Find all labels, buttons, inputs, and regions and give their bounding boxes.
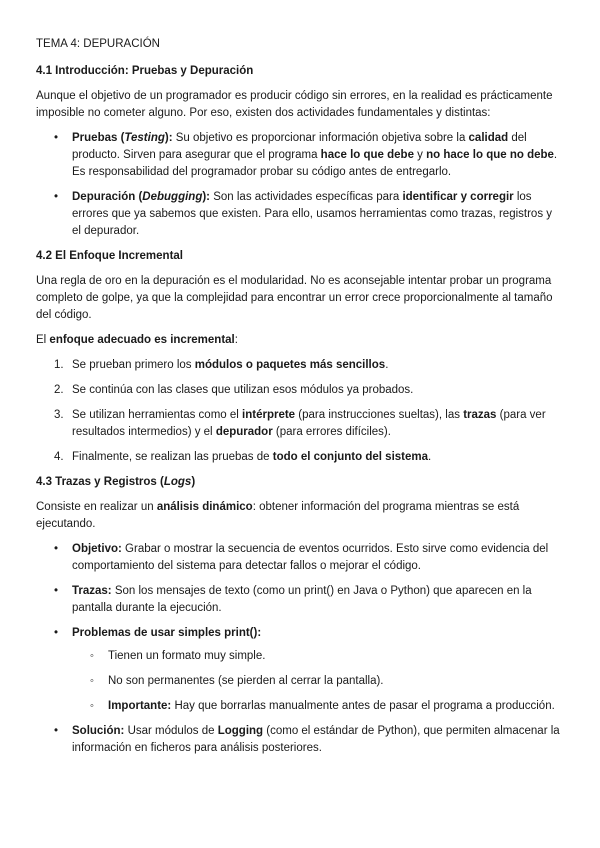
list-item-objetivo: • Objetivo: Grabar o mostrar la secuencia de eventos ocurridos. Esto sirve como evidencia del comportamiento del sistema para detectar fallos o mejorar el código. xyxy=(36,541,564,575)
incremental-paragraph: El enfoque adecuado es incremental: xyxy=(36,334,238,346)
list-item-step-4: 4. Finalmente, se realizan las pruebas de todo el conjunto del sistema. xyxy=(54,451,432,463)
list-item-problemas: • Problemas de usar simples print(): ◦ Tienen un formato muy simple. ◦ No son permanentes (se pierden al cerrar la pantalla). ◦ Importante: Hay que borrarlas manualmente antes de pasar el programa a producción. xyxy=(36,625,564,715)
document-page xyxy=(36,36,564,765)
list-item-depuracion: • Depuración (Debugging): Son las actividades específicas para identificar y corregir los errores que ya sabemos que existen. Para ello, usamos herramientas como trazas, registros y el depurador. xyxy=(36,189,564,240)
section-heading-4-3: 4.3 Trazas y Registros (Logs) xyxy=(36,476,196,488)
logs-list xyxy=(36,541,564,757)
activities-list xyxy=(36,130,564,240)
list-item-trazas: • Trazas: Son los mensajes de texto (como un print() en Java o Python) que aparecen en la pantalla durante la ejecución. xyxy=(36,583,564,617)
document-title: TEMA 4: DEPURACIÓN xyxy=(36,38,160,50)
dynamic-analysis-paragraph: Consiste en realizar un análisis dinámico: obtener información del programa mientras se está ejecutando. xyxy=(36,501,520,530)
modularity-paragraph: Una regla de oro en la depuración es el modularidad. No es aconsejable intentar probar un programa completo de golpe, ya que la complejidad para encontrar un error crece proporcionalmente al tamaño del código. xyxy=(36,275,553,321)
list-item-step-3: 3. Se utilizan herramientas como el intérprete (para instrucciones sueltas), las trazas (para ver resultados intermedios) y el depurador (para errores difíciles). xyxy=(54,409,546,438)
section-heading-4-1: 4.1 Introducción: Pruebas y Depuración xyxy=(36,65,254,77)
list-item-pruebas: • Pruebas (Testing): Su objetivo es proporcionar información objetiva sobre la calidad del producto. Sirven para asegurar que el programa hace lo que debe y no hace lo que no debe. Es responsabilidad del programador probar su código antes de entregarlo. xyxy=(36,130,564,181)
section-heading-4-2: 4.2 El Enfoque Incremental xyxy=(36,250,183,262)
list-item-solucion: • Solución: Usar módulos de Logging (como el estándar de Python), que permiten almacenar la información en ficheros para análisis posteriores. xyxy=(36,723,564,757)
sublist-item-formato: ◦ Tienen un formato muy simple. xyxy=(72,648,564,665)
sublist-item-permanentes: ◦ No son permanentes (se pierden al cerrar la pantalla). xyxy=(72,673,564,690)
sublist-item-importante: ◦ Importante: Hay que borrarlas manualmente antes de pasar el programa a producción. xyxy=(72,698,564,715)
list-item-step-2: 2. Se continúa con las clases que utilizan esos módulos ya probados. xyxy=(54,384,414,396)
steps-list xyxy=(36,357,564,466)
problems-sublist xyxy=(72,648,564,715)
list-item-step-1: 1. Se prueban primero los módulos o paquetes más sencillos. xyxy=(54,359,389,371)
intro-paragraph: Aunque el objetivo de un programador es producir código sin errores, en la realidad es prácticamente imposible no cometer alguno. Por eso, existen dos actividades fundamentales y distintas: xyxy=(36,90,553,119)
